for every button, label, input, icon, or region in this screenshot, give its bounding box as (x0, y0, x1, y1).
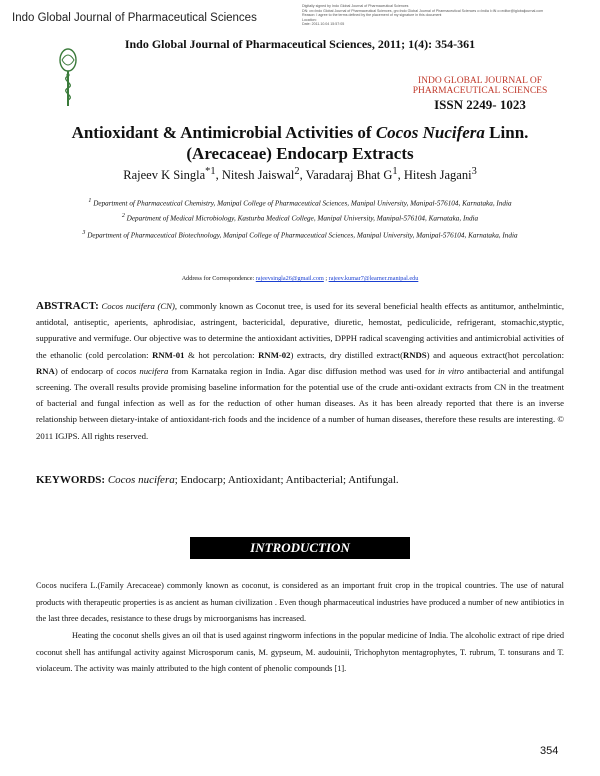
introduction-paragraph: Heating the coconut shells gives an oil that is used against ringworm infections in the popular medicine of India. The alcoholic extract of ripe dried coconut shell has antifungal activity against Microsporum canis, M. gypseum, M. audouinii, Trichophyton mentagrophytes, T. rubrum, T. tonsurans and T. violaceum. The activity was mainly attributed to the high content of phenolic compounds [1]. (36, 631, 564, 674)
article-title (40, 122, 560, 164)
abstract-text-segment: RNA (36, 365, 55, 376)
abstract-text-segment: ) of endocarp of (54, 365, 117, 376)
email-link-secondary[interactable]: rajeev.kumar7@learner.manipal.edu (328, 275, 419, 282)
author-affiliation-marker: *1 (205, 166, 216, 177)
abstract-text-segment: antibacterial and antifungal screening. The overall results provide promising baseline information for the potential use of the crude anti-oxidant extracts from CN in the treatment of bacterial and fungal infection as well as for the reduction of other human diseases. As it has been already reported that there is an inverse relationship between dietary-intake of antioxidant-rich foods and the incidence of a number of human diseases, therefore these results are interesting. © 2011 IGJPS. All rights reserved. (36, 365, 564, 441)
abstract-body (36, 301, 564, 441)
author-affiliation-marker: 3 (471, 166, 477, 177)
journal-logo-icon (56, 46, 80, 108)
affiliation (38, 196, 562, 208)
author-name: Nitesh Jaiswal (221, 168, 295, 183)
affiliation-number: 2 (121, 213, 125, 219)
author-separator: , (397, 168, 404, 183)
signature-line: Location: (302, 17, 317, 22)
abstract-text-segment: , commonly known as Coconut tree, is used for its several beneficial health effects as antitumor, anthelmintic, antidotal, antiseptic, aperients, aphrodisiac, astringent, bactericidal, depurative, diuretic, hemostat, pediculicide, refrigerant, stomachic,styptic, suppurative and vermifuge. Our objective was to determine the antioxidant activities, DPPH radical scavenging activities and antimicrobial activities of the ethanolic (cold percolation: (36, 301, 565, 360)
abstract-text-segment: in vitro (438, 365, 464, 376)
email-link-primary[interactable]: rajeevsingla26@gmail.com (255, 275, 324, 282)
title-suffix: Linn. (484, 123, 529, 142)
issn-number: ISSN 2249- 1023 (434, 97, 526, 112)
journal-citation: Indo Global Journal of Pharmaceutical Sciences, 2011; 1(4): 354-361 (124, 37, 476, 51)
abstract-text-segment: RNM-01 (152, 349, 185, 360)
author-separator: , (299, 168, 306, 183)
signature-line: Reason: I agree to the terms defined by the placement of my signature in this document (302, 13, 442, 18)
abstract-text-segment: ) extracts, dry distilled extract( (290, 349, 403, 360)
affiliation-number: 3 (82, 230, 86, 236)
page-number: 354 (540, 745, 559, 757)
keywords-rest: ; Endocarp; Antioxidant; Antibacterial; Antifungal. (174, 474, 399, 486)
keywords (36, 474, 564, 486)
affiliation-text: Department of Medical Microbiology, Kasturba Medical College, Manipal University, Manipal-576104, Karnataka, India (126, 214, 479, 223)
author-list (0, 166, 600, 183)
digital-signature-block (302, 4, 592, 27)
abstract-text-segment: RNDS (402, 349, 427, 360)
correspondence-label: Address for Correspondence: (181, 275, 256, 282)
signature-line: Digitally signed by Indo Global Journal of Pharmaceutical Sciences (302, 4, 409, 8)
author-affiliation-marker: 1 (392, 166, 398, 177)
email-separator: ; (323, 275, 329, 282)
introduction-heading: INTRODUCTION (190, 537, 410, 559)
title-species: Cocos Nucifera (375, 123, 485, 142)
issn-journal-title-line2: PHARMACEUTICAL SCIENCES (412, 86, 548, 96)
author-separator: , (215, 168, 222, 183)
title-line2: (Arecaceae) Endocarp Extracts (186, 144, 414, 163)
abstract-text-segment: ) and aqueous extract(hot percolation: (426, 349, 564, 360)
running-head-journal-name: Indo Global Journal of Pharmaceutical Sciences (12, 12, 257, 24)
abstract-label: ABSTRACT: (36, 300, 99, 312)
affiliation-number: 1 (88, 198, 92, 204)
abstract-text-segment: RNM-02 (258, 349, 291, 360)
keyword-species: Cocos nucifera (107, 474, 175, 486)
affiliation (38, 228, 562, 240)
introduction-paragraph: Cocos nucifera L.(Family Arecaceae) commonly known as coconut, is considered as an important fruit crop in the tropical countries. The use of natural products with therapeutic properties is as ancient as human civilization . Even though pharmaceutical industries have produced a number of new antibiotics in the last three decades, resistance to these drugs by microorganisms has increased. (36, 581, 564, 624)
abstract-text-segment: & hot percolation: (184, 349, 259, 360)
abstract-text-segment: from Karnataka region in India. Agar disc diffusion method was used for (168, 365, 439, 376)
author-name: Hitesh Jagani (403, 168, 472, 183)
abstract-text-segment: Cocos nucifera (CN) (101, 301, 175, 311)
affiliation-text: Department of Pharmaceutical Biotechnology, Manipal College of Pharmaceutical Sciences, Manipal University, Manipal-576104, Karnataka, India (87, 231, 518, 240)
author-affiliation-marker: 2 (294, 166, 300, 177)
correspondence (0, 275, 600, 282)
signature-line: Date: 2011.10.04 15:57:05 (302, 22, 345, 27)
author-name: Varadaraj Bhat G (305, 168, 393, 183)
affiliation-text: Department of Pharmaceutical Chemistry, Manipal College of Pharmaceutical Sciences, Manipal University, Manipal-576104, Karnataka, India (93, 199, 512, 208)
signature-line: DN: cn=Indo Global Journal of Pharmaceutical Sciences, gn=Indo Global Journal of Pharmaceutical Sciences c=India l=IN o=editor@iglobaljournal.com (302, 8, 544, 13)
abstract (36, 298, 564, 444)
title-prefix: Antioxidant & Antimicrobial Activities of (71, 123, 376, 142)
author-name: Rajeev K Singla (123, 168, 206, 183)
issn-block (404, 76, 556, 113)
issn-journal-title-line1: INDO GLOBAL JOURNAL OF (417, 76, 543, 86)
abstract-text-segment: cocos nucifera (116, 365, 169, 376)
keywords-label: KEYWORDS: (36, 474, 106, 486)
affiliation (38, 211, 562, 223)
